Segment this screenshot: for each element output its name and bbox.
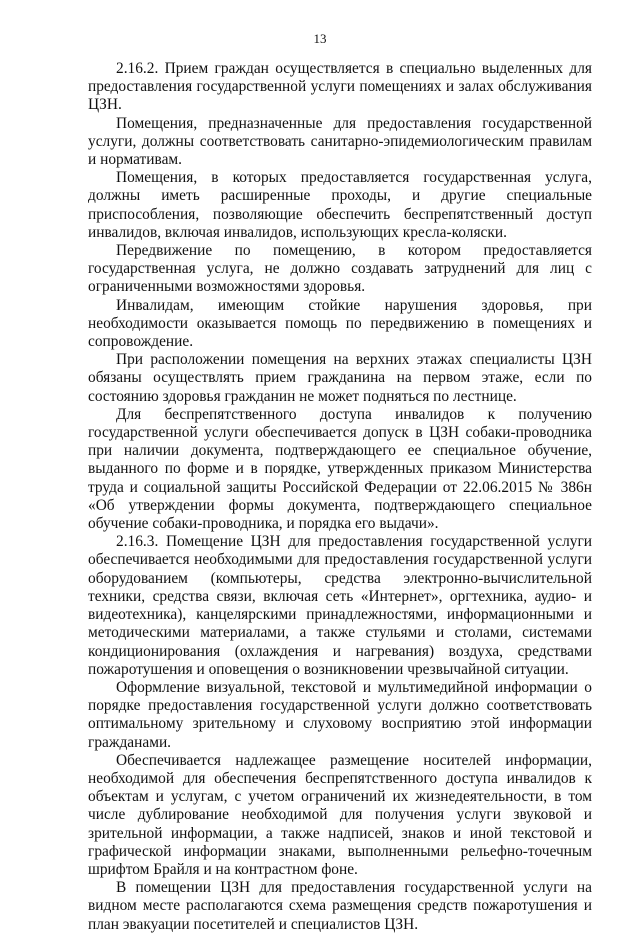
page-number: 13	[313, 31, 327, 46]
paragraph-2-16-3: 2.16.3. Помещение ЦЗН для предоставления государственной услуги обеспечивается необходимыми для предоставления государственной услуги оборудованием (компьютеры, средства электронно-вычислительной техники, средства связи, включая сеть «Интернет», оргтехника, аудио- и видеотехника), канцелярскими принадлежностями, информационными и методическими материалами, а также стульями и столами, системами кондиционирования (охлаждения и нагревания) воздуха, средствами пожаротушения и оповещения о возникновении чрезвычайной ситуации.	[88, 533, 592, 678]
document-body	[88, 60, 592, 934]
paragraph-upper-floors: При расположении помещения на верхних этажах специалисты ЦЗН обязаны осуществлять прием гражданина на первом этаже, если по состоянию здоровья гражданин не может подняться по лестнице.	[88, 351, 592, 405]
paragraph-guide-dog: Для беспрепятственного доступа инвалидов к получению государственной услуги обеспечивается допуск в ЦЗН собаки-проводника при наличии документа, подтверждающего ее специальное обучение, выданного по форме и в порядке, утвержденных приказом Министерства труда и социальной защиты Российской Федерации от 22.06.2015 № 386н «Об утверждении формы документа, подтверждающего специальное обучение собаки-проводника, и порядка его выдачи».	[88, 405, 592, 533]
paragraph-accessibility-equipment: Помещения, в которых предоставляется государственная услуга, должны иметь расширенные проходы, и другие специальные приспособления, позволяющие обеспечить беспрепятственный доступ инвалидов, включая инвалидов, использующих кресла-коляски.	[88, 169, 592, 241]
paragraph-information-placement: Обеспечивается надлежащее размещение носителей информации, необходимой для обеспечения беспрепятственного доступа инвалидов к объектам и услугам, с учетом ограничений их жизнедеятельности, в том числе дублирование необходимой для получения услуги звуковой и зрительной информации, а также надписей, знаков и иной текстовой и графической информации знаками, выполненными рельефно-точечным шрифтом Брайля и на контрастном фоне.	[88, 751, 592, 878]
paragraph-2-16-2: 2.16.2. Прием граждан осуществляется в специально выделенных для предоставления государственной услуги помещениях и залах обслуживания ЦЗН.	[88, 60, 592, 114]
paragraph-evacuation-plan: В помещении ЦЗН для предоставления государственной услуги на видном месте располагаются схема размещения средств пожаротушения и план эвакуации посетителей и специалистов ЦЗН.	[88, 879, 592, 933]
paragraph-assistance: Инвалидам, имеющим стойкие нарушения здоровья, при необходимости оказывается помощь по передвижению в помещениях и сопровождение.	[88, 296, 592, 351]
paragraph-movement: Передвижение по помещению, в котором предоставляется государственная услуга, не должно создавать затруднений для лиц с ограниченными возможностями здоровья.	[88, 242, 592, 296]
paragraph-sanitary-requirements: Помещения, предназначенные для предоставления государственной услуги, должны соответствовать санитарно-эпидемиологическим правилам и нормативам.	[88, 114, 592, 169]
paragraph-information-design: Оформление визуальной, текстовой и мультимедийной информации о порядке предоставления государственной услуги должно соответствовать оптимальному зрительному и слуховому восприятию этой информации гражданами.	[88, 678, 592, 751]
